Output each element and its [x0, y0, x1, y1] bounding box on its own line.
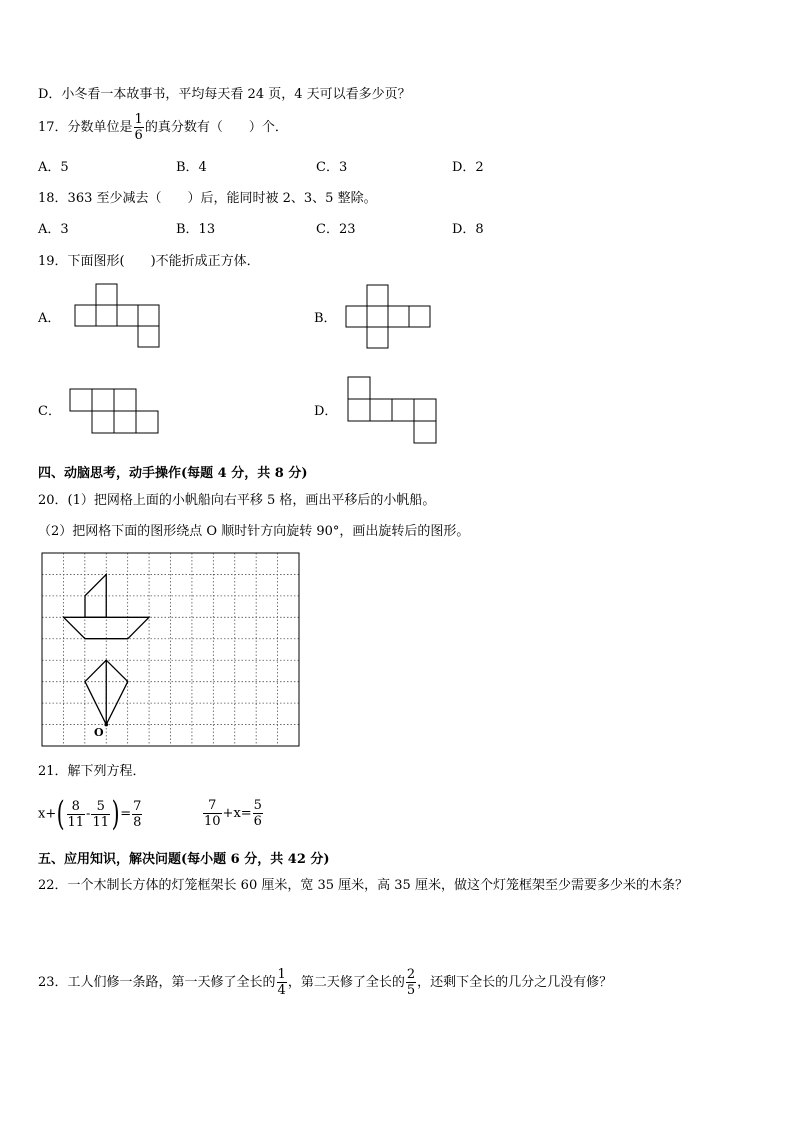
q23-fraction-1: $\frac{1}{4}$	[277, 967, 286, 998]
kite-figure	[85, 660, 128, 724]
left-paren: (	[56, 794, 65, 834]
q23-part-b: ，第二天修了全长的	[287, 975, 405, 990]
section-4-heading: 四、动脑思考，动手操作(每题 4 分，共 8 分)	[38, 466, 308, 481]
q19-label-a: A．	[38, 311, 61, 326]
point-o-marker	[104, 723, 108, 727]
right-paren: )	[111, 794, 120, 834]
q22-question: 22．一个木制长方体的灯笼框架长 60 厘米，宽 35 厘米，高 35 厘米，做这个灯笼框架至少需要多少米的木条？	[38, 878, 688, 893]
eq2-mid: +x=	[222, 806, 252, 821]
q18-option-d: D．8	[452, 222, 484, 237]
eq1-minus: -	[86, 806, 91, 822]
sailboat-figure	[64, 574, 149, 638]
q17-option-b: B．4	[176, 160, 207, 175]
q17-option-d: D．2	[452, 160, 484, 175]
q23-part-c: ，还剩下全长的几分之几没有修？	[417, 975, 613, 990]
q17-option-c: C．3	[316, 160, 348, 175]
q21-title: 21．解下列方程．	[38, 764, 146, 779]
q21-equation-2	[202, 792, 264, 836]
q17-fraction: $\frac{1}{6}$	[134, 112, 143, 143]
eq1-fraction-2: $\frac{5}{11}$	[92, 798, 109, 830]
q23-question	[38, 964, 612, 1002]
q18-question: 18．363 至少减去（ ）后，能同时被 2、3、5 整除。	[38, 191, 377, 206]
q18-option-b: B．13	[176, 222, 216, 237]
eq1-rhs: $\frac{7}{8}$	[133, 798, 142, 830]
q18-option-a: A．3	[38, 222, 69, 237]
q23-fraction-2: $\frac{2}{5}$	[406, 967, 416, 998]
q21-equation-1	[38, 792, 143, 837]
q19-question: 19．下面图形( )不能折成正方体．	[38, 254, 260, 269]
q19-label-d: D．	[314, 404, 338, 419]
q20-line2: （2）把网格下面的图形绕点 O 顺时针方向旋转 90°，画出旋转后的图形。	[38, 524, 470, 539]
q19-label-c: C．	[38, 404, 61, 419]
q17-prefix: 17．分数单位是	[38, 120, 133, 135]
point-o-label: O	[94, 726, 104, 739]
q17-option-a: A．5	[38, 160, 69, 175]
grid-lines	[42, 553, 299, 746]
q20-line1: 20．(1）把网格上面的小帆船向右平移 5 格，画出平移后的小帆船。	[38, 493, 436, 508]
eq1-lead: x+	[38, 806, 57, 822]
q16-option-d: D．小冬看一本故事书，平均每天看 24 页，4 天可以看多少页？	[38, 87, 411, 102]
eq2-fraction-1: $\frac{7}{10}$	[204, 798, 221, 829]
section-5-heading: 五、应用知识，解决问题(每小题 6 分，共 42 分)	[38, 852, 330, 867]
q17-suffix: 的真分数有（ ）个．	[144, 120, 288, 135]
q23-part-a: 23．工人们修一条路，第一天修了全长的	[38, 975, 276, 990]
eq2-rhs: $\frac{5}{6}$	[253, 798, 262, 829]
q18-option-c: C．23	[316, 222, 356, 237]
eq1-equals: =	[120, 806, 132, 822]
eq1-fraction-1: $\frac{8}{11}$	[67, 798, 85, 830]
q19-label-b: B．	[314, 311, 337, 326]
